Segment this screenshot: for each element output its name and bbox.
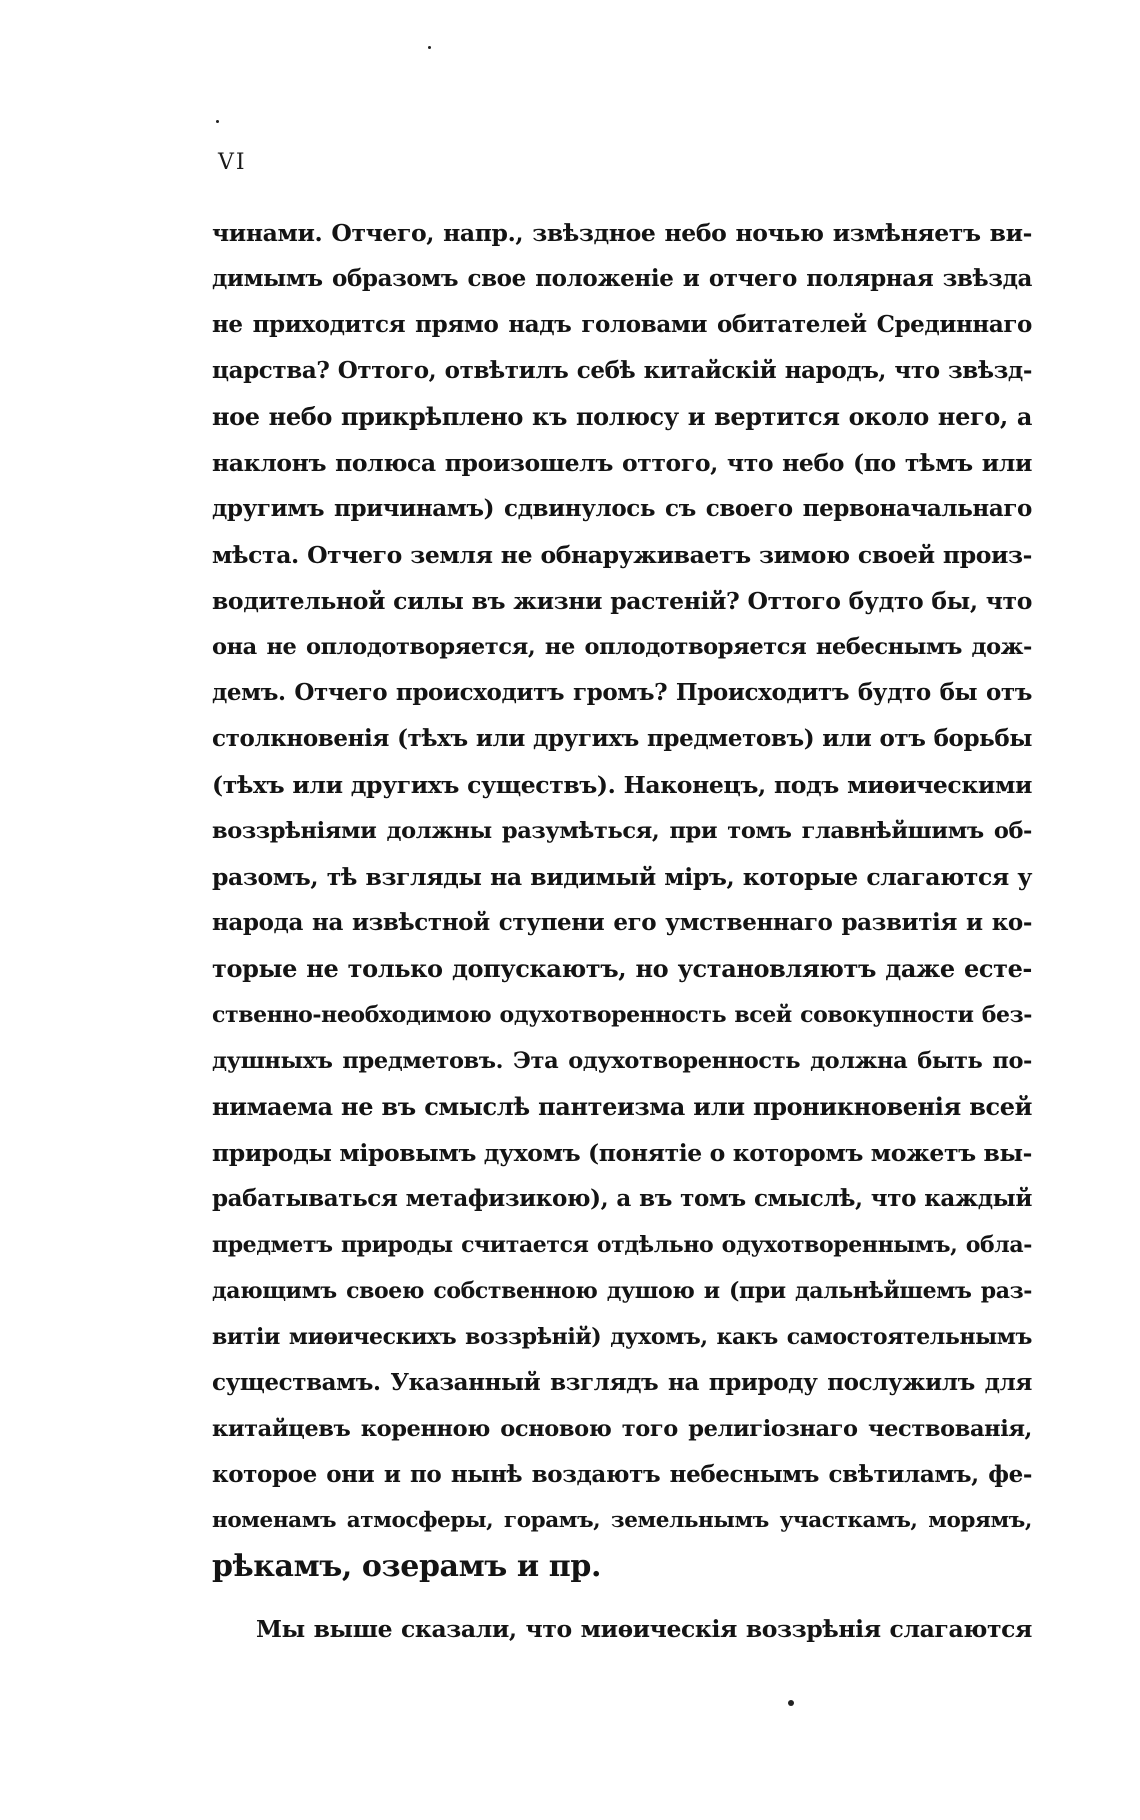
text-line: Мы выше сказали, что миѳическія воззрѣнія слагаются	[256, 1615, 1032, 1643]
text-line: ственно-необходимою одухотворенность всей совокупности без-	[212, 1002, 1032, 1028]
text-line: торые не только допускаютъ, но установляютъ даже есте-	[212, 954, 1032, 983]
text-line: (тѣхъ или другихъ существъ). Наконецъ, подъ миѳическими	[212, 771, 1032, 799]
text-line: народа на извѣстной ступени его умственнаго развитія и ко-	[212, 909, 1032, 936]
print-speck	[788, 1700, 794, 1706]
text-line: наклонъ полюса произошелъ оттого, что небо (по тѣмъ или	[212, 449, 1032, 477]
text-line: демъ. Отчего происходитъ громъ? Происходитъ будто бы отъ	[212, 679, 1032, 706]
paragraph-1	[212, 210, 1032, 1590]
text-line: царства? Оттого, отвѣтилъ себѣ китайскій народъ, что звѣзд-	[212, 357, 1032, 384]
text-line: которое они и по нынѣ воздаютъ небеснымъ свѣтиламъ, фе-	[212, 1461, 1032, 1488]
text-line: предметъ природы считается отдѣльно одухотвореннымъ, обла-	[212, 1232, 1032, 1258]
text-line: ное небо прикрѣплено къ полюсу и вертится около него, а	[212, 402, 1032, 431]
body-text	[212, 210, 1032, 1652]
text-line: нимаема не въ смыслѣ пантеизма или проникновенія всей	[212, 1092, 1032, 1121]
text-line: мѣста. Отчего земля не обнаруживаетъ зимою своей произ-	[212, 541, 1032, 569]
text-line: природы міровымъ духомъ (понятіе о которомъ можетъ вы-	[212, 1139, 1032, 1167]
text-line: дающимъ своею собственною душою и (при дальнѣйшемъ раз-	[212, 1278, 1032, 1304]
text-line: рѣкамъ, озерамъ и пр.	[212, 1549, 601, 1584]
paragraph-spacer	[212, 1590, 1032, 1606]
text-line: разомъ, тѣ взгляды на видимый міръ, которые слагаются у	[212, 863, 1032, 891]
text-line: душныхъ предметовъ. Эта одухотворенность должна быть по-	[212, 1048, 1032, 1074]
text-line: чинами. Отчего, напр., звѣздное небо ночью измѣняетъ ви-	[212, 219, 1032, 247]
text-line: димымъ образомъ свое положеніе и отчего полярная звѣзда	[212, 265, 1032, 292]
page-number: VI	[218, 150, 247, 175]
text-line: рабатываться метафизикою), а въ томъ смыслѣ, что каждый	[212, 1185, 1032, 1212]
paragraph-2	[212, 1606, 1032, 1652]
text-line: другимъ причинамъ) сдвинулось съ своего первоначальнаго	[212, 495, 1032, 522]
text-line: воззрѣніями должны разумѣться, при томъ главнѣйшимъ об-	[212, 818, 1032, 844]
text-line: номенамъ атмосферы, горамъ, земельнымъ участкамъ, морямъ,	[212, 1508, 1032, 1533]
text-line: не приходится прямо надъ головами обитателей Срединнаго	[212, 311, 1032, 338]
text-line: она не оплодотворяется, не оплодотворяется небеснымъ дож-	[212, 634, 1032, 660]
text-line: существамъ. Указанный взглядъ на природу послужилъ для	[212, 1369, 1032, 1396]
text-line: китайцевъ коренною основою того религіознаго чествованія,	[212, 1416, 1032, 1442]
print-speck	[216, 120, 219, 123]
text-line: водительной силы въ жизни растеній? Оттого будто бы, что	[212, 587, 1032, 615]
text-line: столкновенія (тѣхъ или другихъ предметовъ) или отъ борьбы	[212, 725, 1032, 752]
print-speck	[428, 46, 431, 49]
text-line: витіи миѳическихъ воззрѣній) духомъ, какъ самостоятельнымъ	[212, 1324, 1032, 1350]
